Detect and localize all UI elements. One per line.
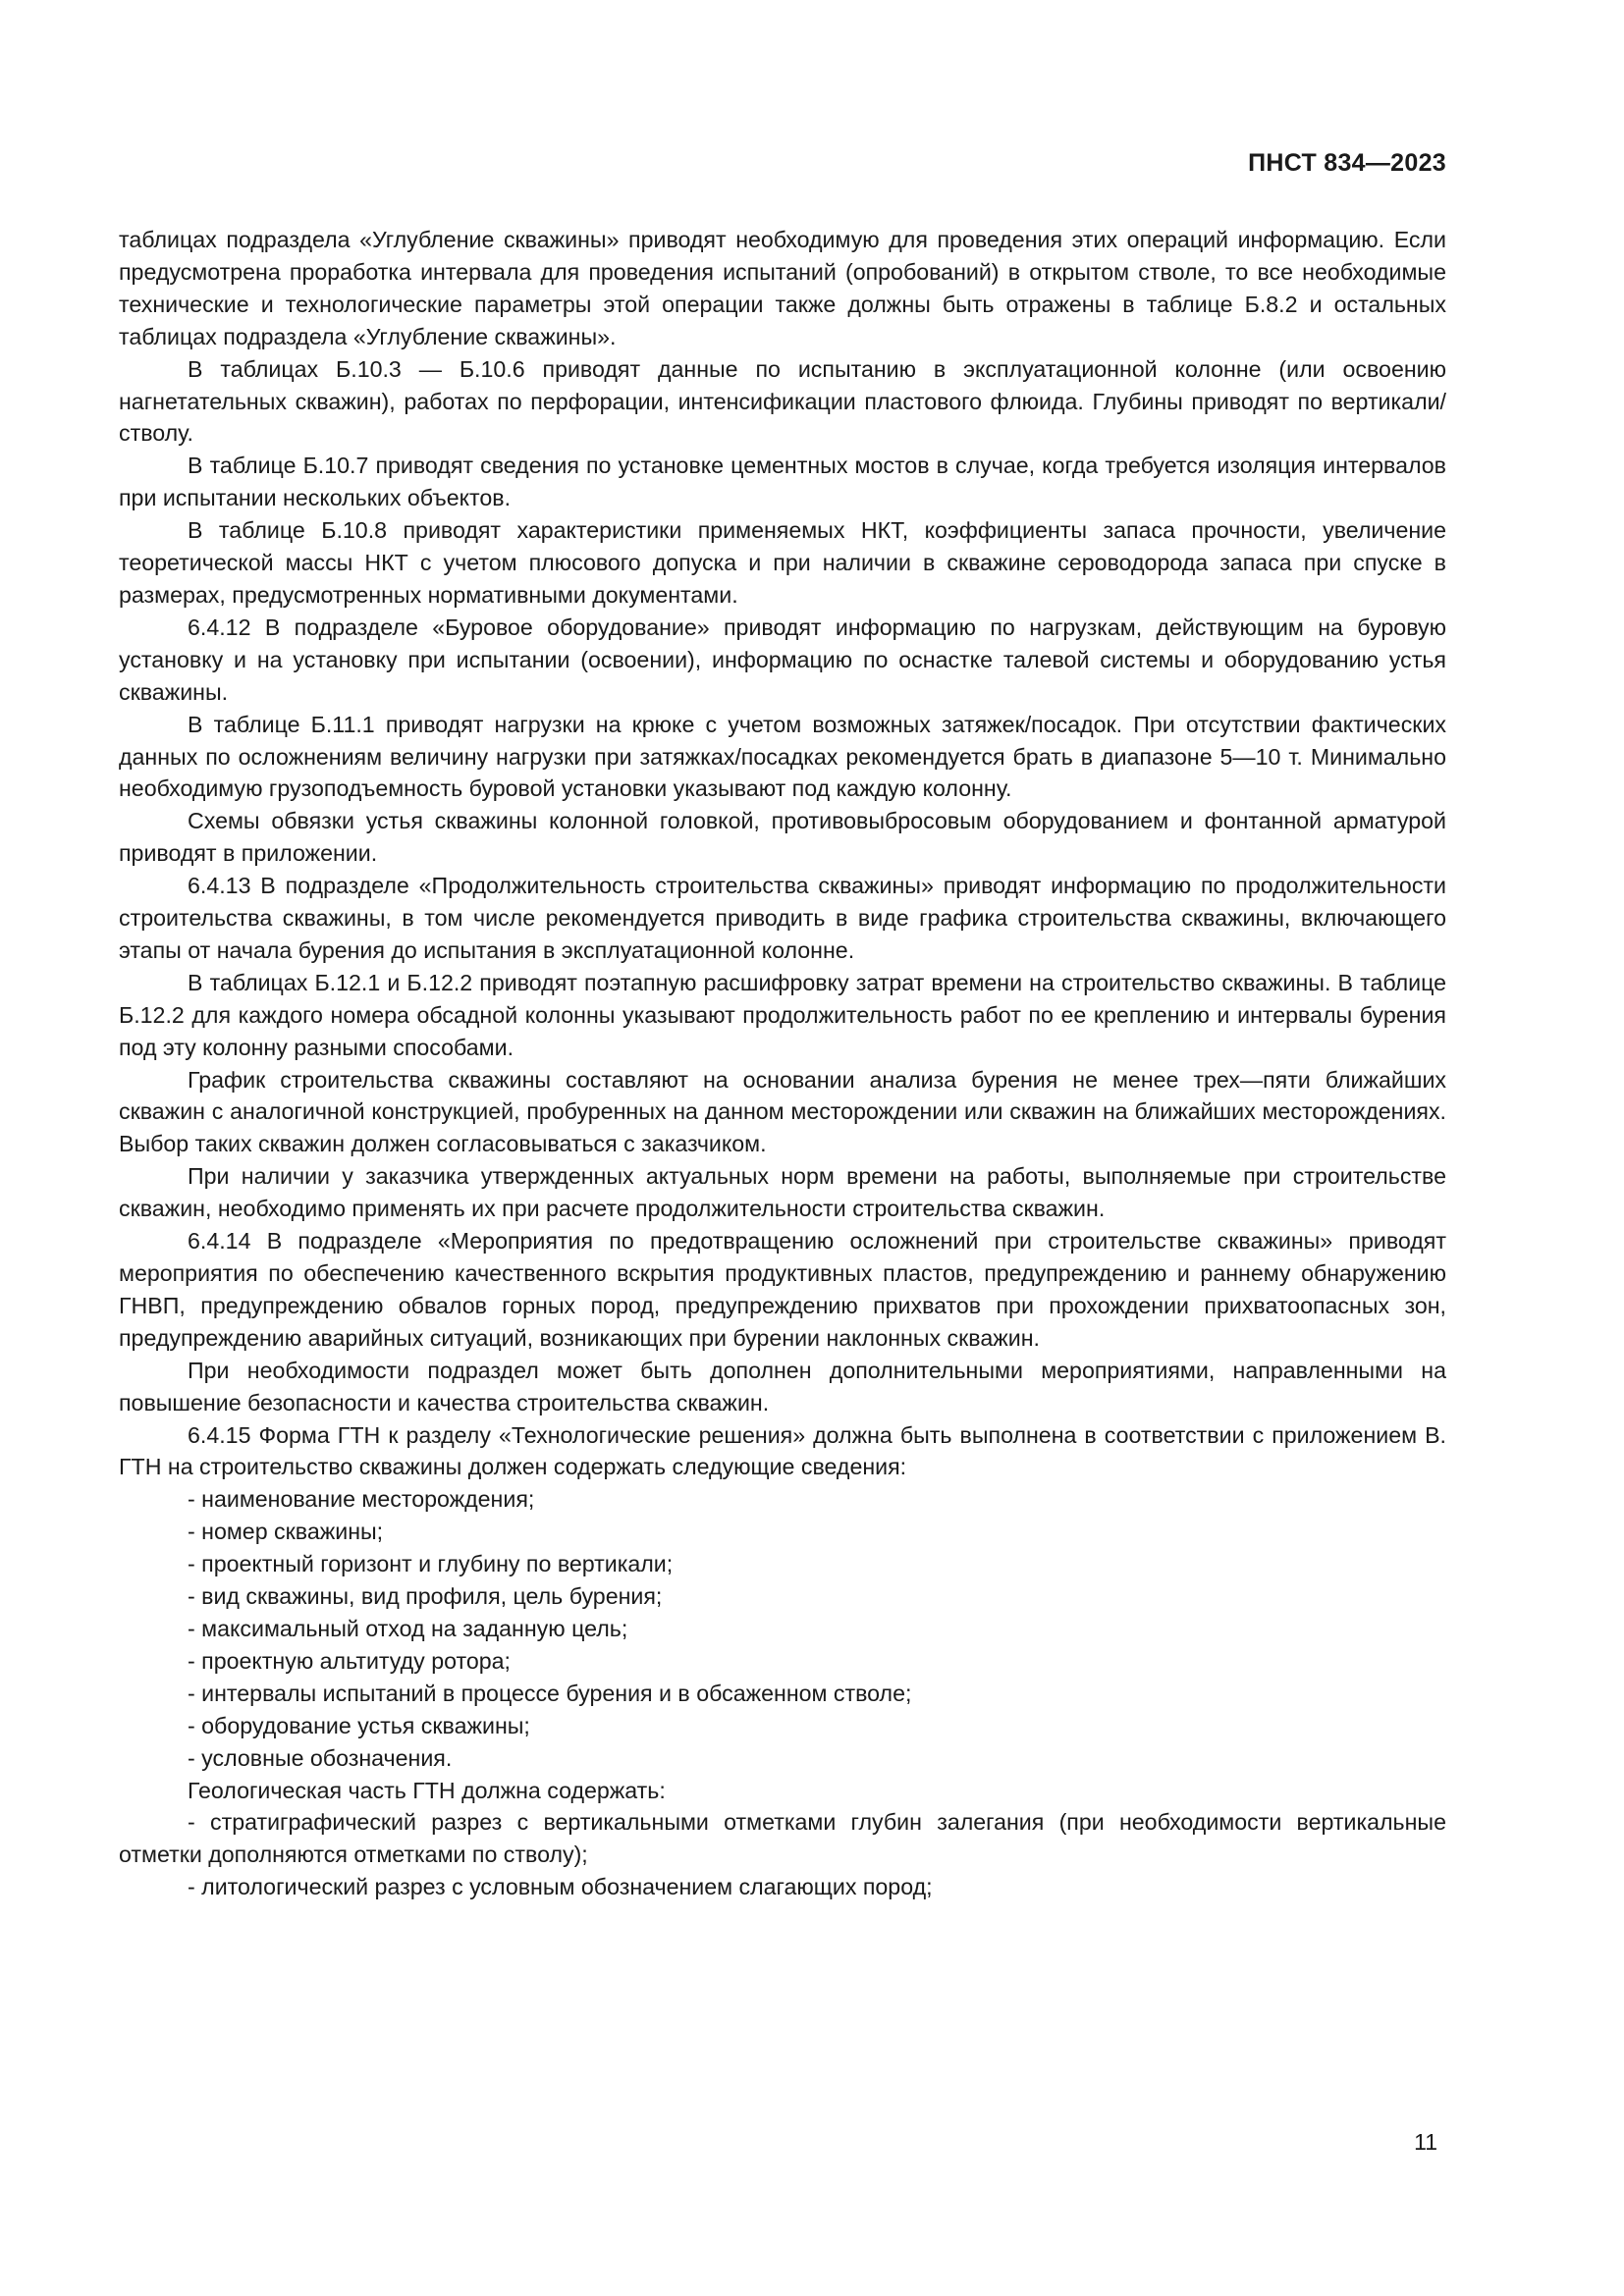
page-number: 11	[1414, 2129, 1437, 2155]
paragraph: В таблицах Б.10.3 — Б.10.6 приводят данные по испытанию в эксплуатационной колонне (или освоению нагнетательных скважин), работах по перфорации, интенсификации пластового флюида. Глубины приводят по вертикали/стволу.	[119, 355, 1446, 447]
document-body	[119, 224, 1446, 1903]
list-item: - максимальный отход на заданную цель;	[188, 1615, 628, 1641]
paragraph: В таблицах Б.12.1 и Б.12.2 приводят поэтапную расшифровку затрат времени на строительство скважины. В таблице Б.12.2 для каждого номера обсадной колонны указывают продолжительность работ по ее креплению и интервалы бурения под эту колонну разными способами.	[119, 969, 1446, 1060]
list-item: - интервалы испытаний в процессе бурения и в обсаженном стволе;	[188, 1680, 912, 1706]
paragraph-section-6-4-12: 6.4.12 В подразделе «Буровое оборудование» приводят информацию по нагрузкам, действующим на буровую установку и на установку при испытании (освоении), информацию по оснастке талевой системы и оборудованию устья скважины.	[119, 614, 1446, 705]
list-item: - стратиграфический разрез с вертикальными отметками глубин залегания (при необходимости вертикальные отметки дополняются отметками по стволу);	[119, 1809, 1446, 1868]
paragraph: Схемы обвязки устья скважины колонной головкой, противовыбросовым оборудованием и фонтанной арматурой приводят в приложении.	[119, 808, 1446, 867]
paragraph-section-6-4-15: 6.4.15 Форма ГТН к разделу «Технологические решения» должна быть выполнена в соответствии с приложением В. ГТН на строительство скважины должен содержать следующие сведения:	[119, 1421, 1446, 1480]
list-item: - вид скважины, вид профиля, цель бурения;	[188, 1583, 663, 1610]
list-item: - номер скважины;	[188, 1519, 384, 1545]
paragraph: В таблице Б.10.8 приводят характеристики применяемых НКТ, коэффициенты запаса прочности, увеличение теоретической массы НКТ с учетом плюсового допуска и при наличии в скважине сероводорода запаса при спуске в размерах, предусмотренных нормативными документами.	[119, 517, 1446, 608]
paragraph: В таблице Б.11.1 приводят нагрузки на крюке с учетом возможных затяжек/посадок. При отсутствии фактических данных по осложнениям величину нагрузки при затяжках/посадках рекомендуется брать в диапазоне 5—10 т. Минимально необходимую грузоподъемность буровой установки указывают под каждую колонну.	[119, 711, 1446, 802]
paragraph-continuation: таблицах подраздела «Углубление скважины» приводят необходимую для проведения этих операций информацию. Если предусмотрена проработка интервала для проведения испытаний (опробований) в открытом стволе, то все необходимые технические и технологические параметры этой операции также должны быть отражены в таблице Б.8.2 и остальных таблицах подраздела «Углубление скважины».	[119, 227, 1446, 349]
paragraph: В таблице Б.10.7 приводят сведения по установке цементных мостов в случае, когда требуется изоляция интервалов при испытании нескольких объектов.	[119, 453, 1446, 511]
list-item: - литологический разрез с условным обозначением слагающих пород;	[188, 1874, 933, 1900]
list-item: - наименование месторождения;	[188, 1486, 535, 1513]
list-heading: Геологическая часть ГТН должна содержать:	[188, 1777, 666, 1803]
paragraph: При наличии у заказчика утвержденных актуальных норм времени на работы, выполняемые при строительстве скважин, необходимо применять их при расчете продолжительности строительства скважин.	[119, 1163, 1446, 1222]
list-item: - условные обозначения.	[188, 1744, 453, 1771]
paragraph: При необходимости подраздел может быть дополнен дополнительными мероприятиями, направленными на повышение безопасности и качества строительства скважин.	[119, 1357, 1446, 1415]
paragraph-section-6-4-14: 6.4.14 В подразделе «Мероприятия по предотвращению осложнений при строительстве скважины» приводят мероприятия по обеспечению качественного вскрытия продуктивных пластов, предупреждению и раннему обнаружению ГНВП, предупреждению обвалов горных пород, предупреждению прихватов при прохождении прихватоопасных зон, предупреждению аварийных ситуаций, возникающих при бурении наклонных скважин.	[119, 1228, 1446, 1351]
paragraph: График строительства скважины составляют на основании анализа бурения не менее трех—пяти ближайших скважин с аналогичной конструкцией, пробуренных на данном месторождении или скважин на ближайших месторождениях. Выбор таких скважин должен согласовываться с заказчиком.	[119, 1066, 1446, 1157]
list-item: - проектный горизонт и глубину по вертикали;	[188, 1551, 674, 1577]
list-item: - проектную альтитуду ротора;	[188, 1647, 511, 1674]
paragraph-section-6-4-13: 6.4.13 В подразделе «Продолжительность строительства скважины» приводят информацию по продолжительности строительства скважины, в том числе рекомендуется приводить в виде графика строительства скважины, включающего этапы от начала бурения до испытания в эксплуатационной колонне.	[119, 873, 1446, 963]
document-header-id: ПНСТ 834—2023	[1248, 149, 1446, 177]
list-item: - оборудование устья скважины;	[188, 1712, 530, 1738]
